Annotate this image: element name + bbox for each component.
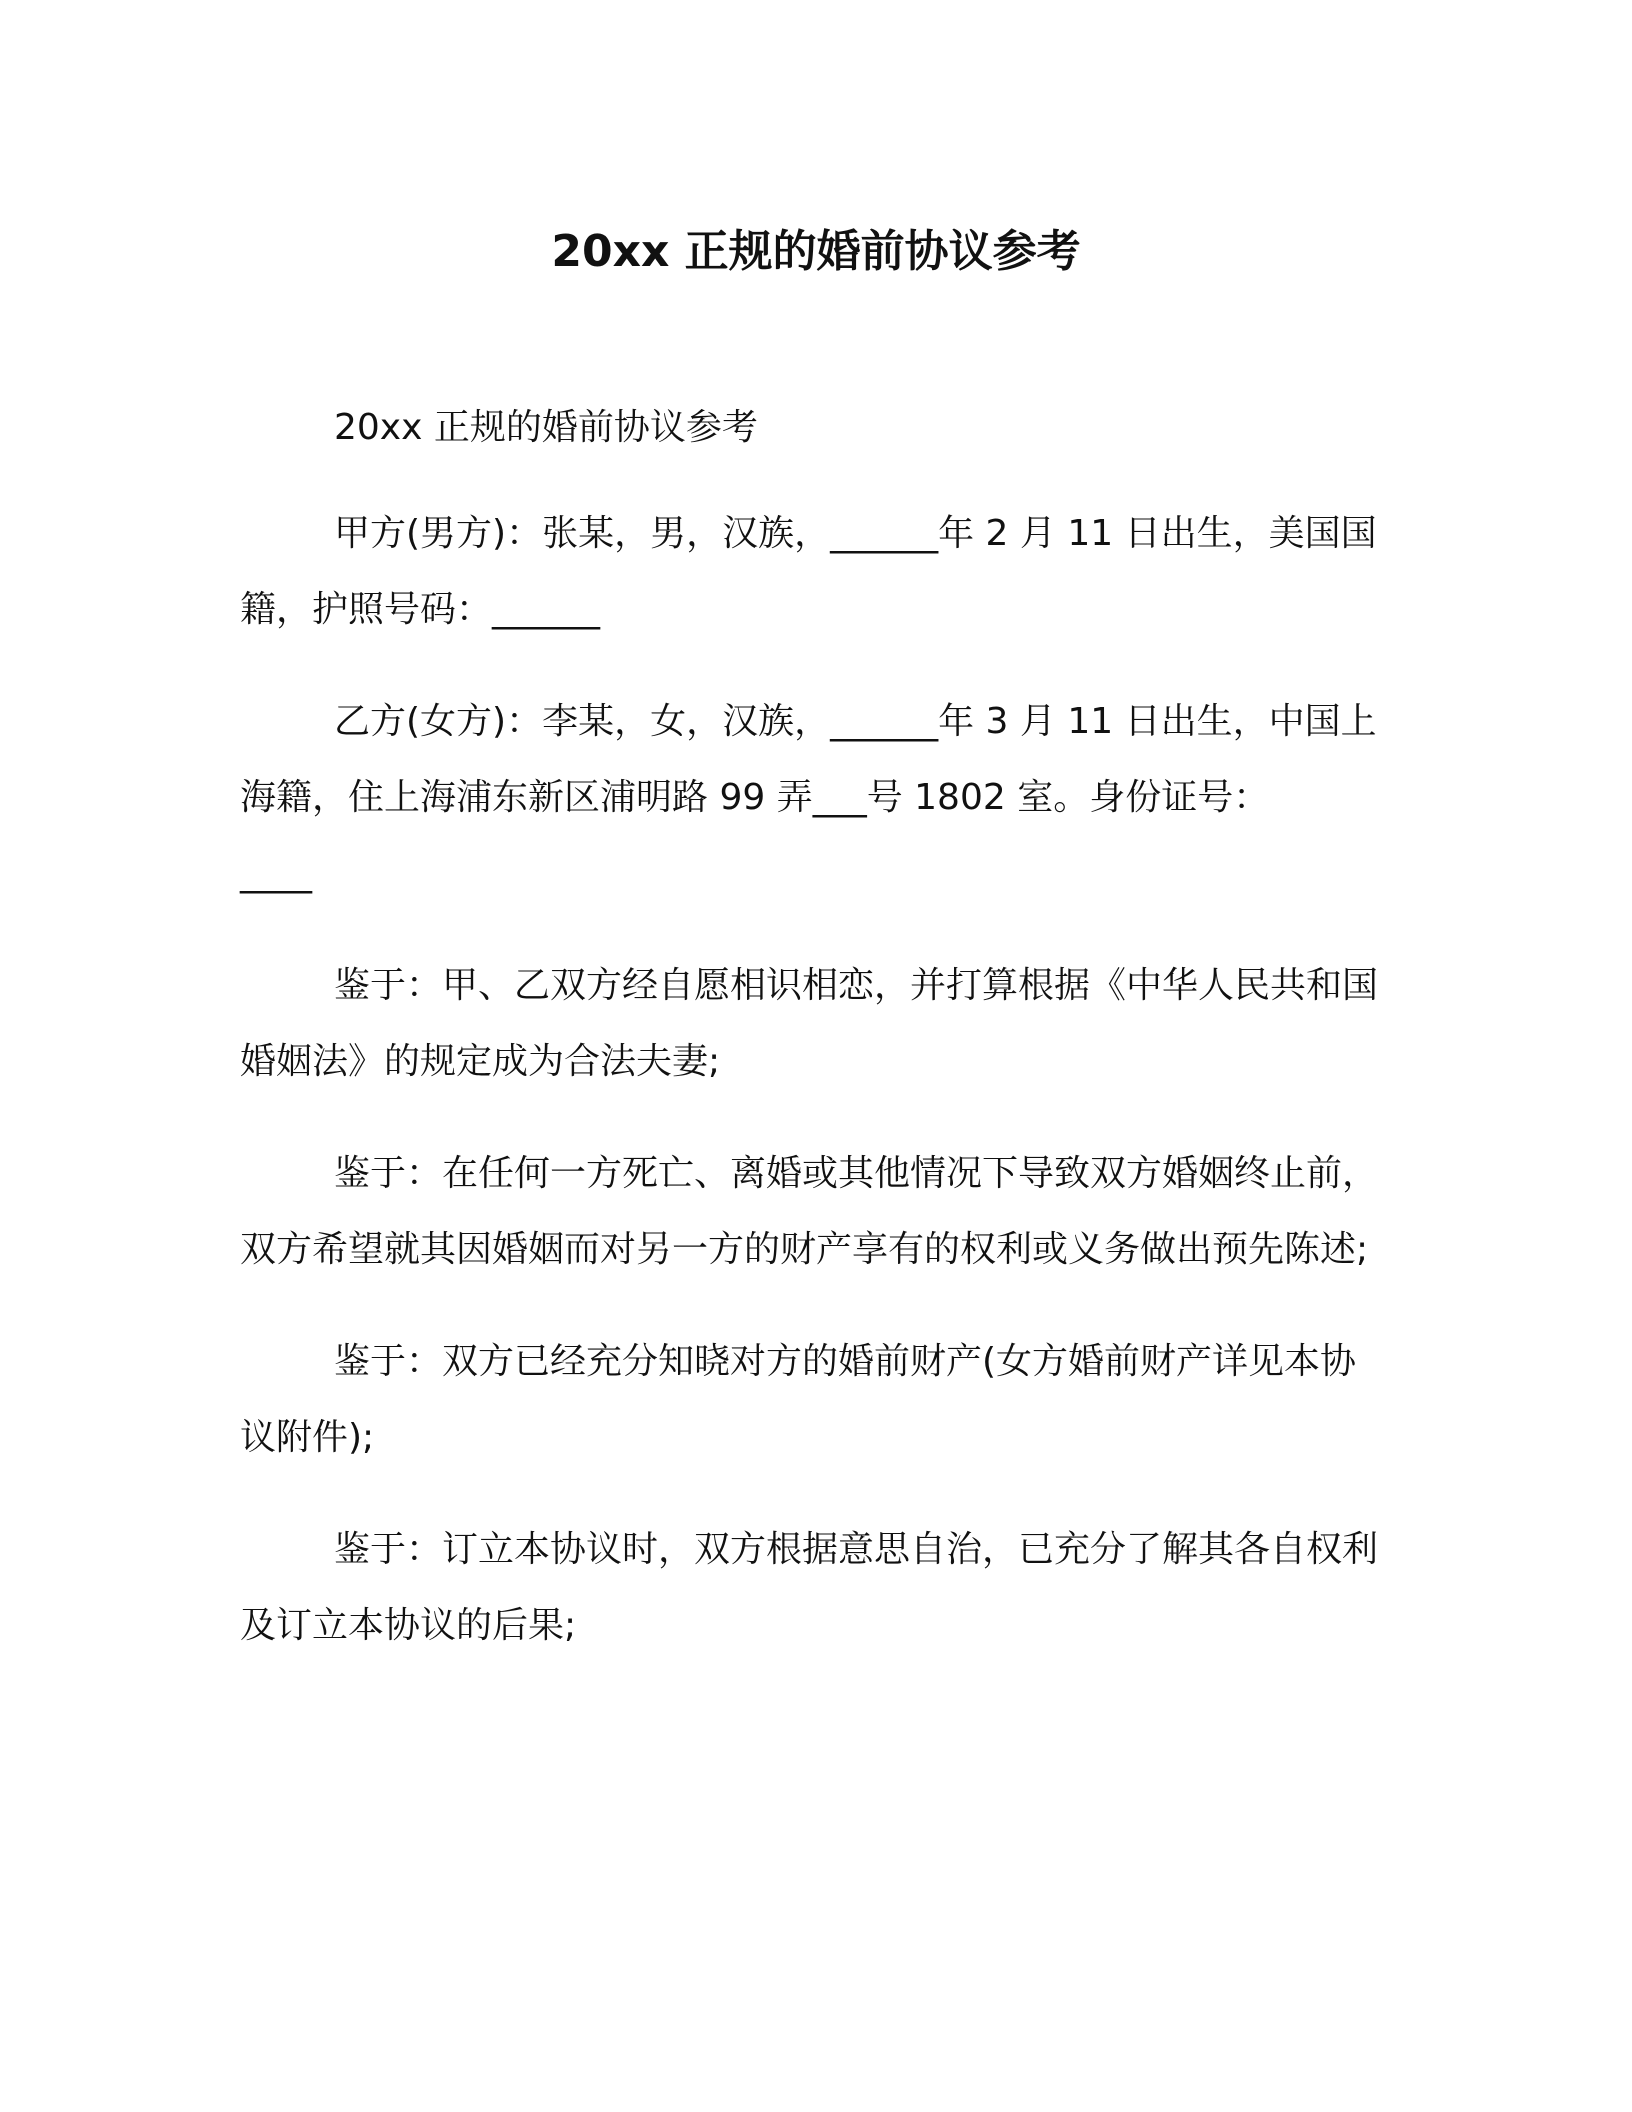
party-a-paragraph: 甲方(男方)：张某，男，汉族，______年 2 月 11 日出生，美国国籍，护照号码：______ [240, 513, 1377, 630]
whereas-paragraph-2: 鉴于：在任何一方死亡、离婚或其他情况下导致双方婚姻终止前，双方希望就其因婚姻而对另一方的财产享有的权利或义务做出预先陈述; [240, 1153, 1379, 1270]
document-body [240, 390, 1390, 1700]
body-heading: 20xx 正规的婚前协议参考 [334, 407, 758, 448]
id-number-blank: ____ [240, 853, 312, 894]
whereas-paragraph-4: 鉴于：订立本协议时，双方根据意思自治，已充分了解其各自权利及订立本协议的后果; [240, 1529, 1379, 1646]
document-title: 20xx 正规的婚前协议参考 [551, 226, 1081, 277]
party-b-paragraph: 乙方(女方)：李某，女，汉族，______年 3 月 11 日出生，中国上海籍，住上海浦东新区浦明路 99 弄___号 1802 室。身份证号： [240, 701, 1377, 818]
whereas-paragraph-1: 鉴于：甲、乙双方经自愿相识相恋，并打算根据《中华人民共和国婚姻法》的规定成为合法夫妻; [240, 965, 1379, 1082]
whereas-paragraph-3: 鉴于：双方已经充分知晓对方的婚前财产(女方婚前财产详见本协议附件); [240, 1341, 1357, 1458]
